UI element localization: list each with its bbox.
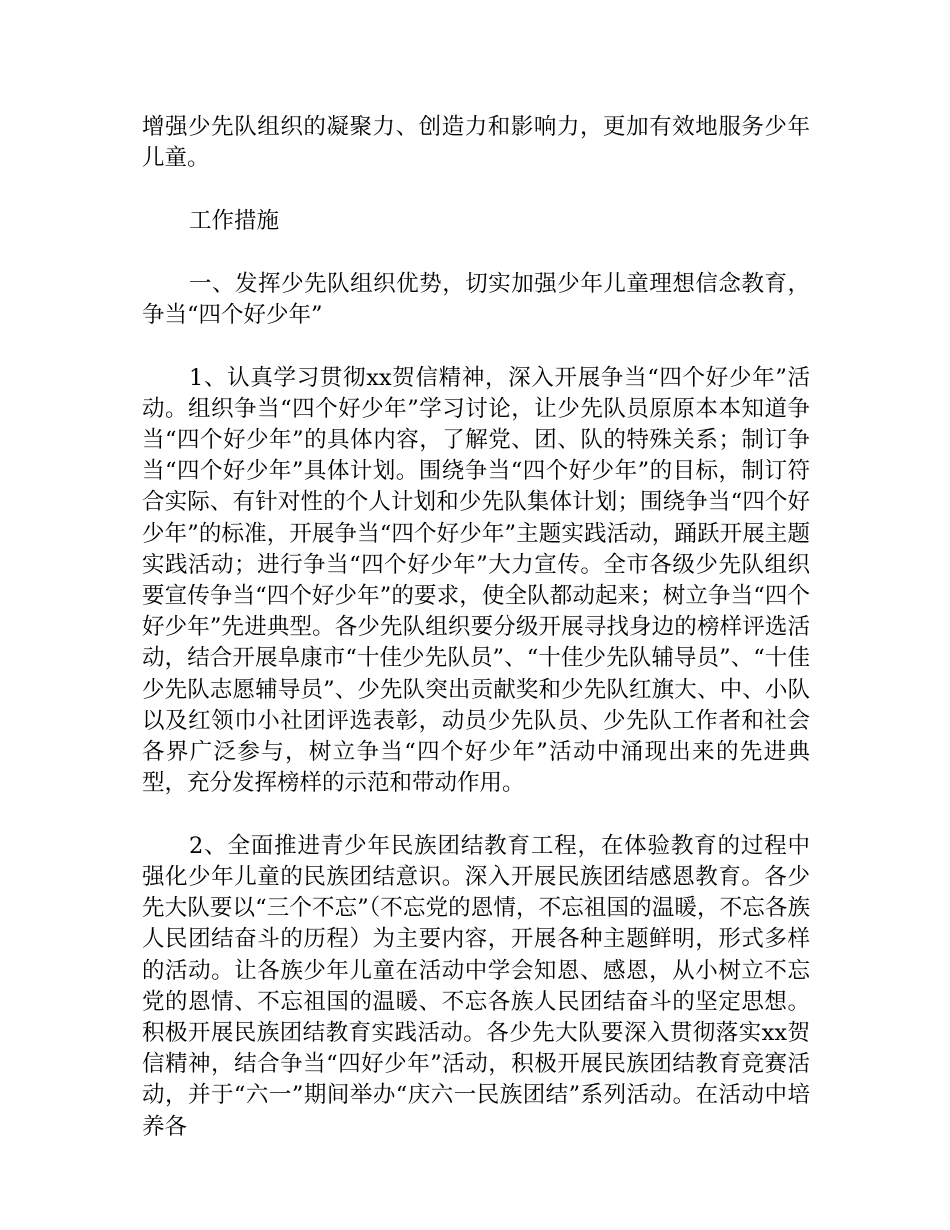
paragraph-item-2: 2、全面推进青少年民族团结教育工程，在体验教育的过程中强化少年儿童的民族团结意识。深入开展民族团结感恩教育。各少先大队要以“三个不忘”（不忘党的恩情，不忘祖国的温暖，不忘各族人民团结奋斗的历程）为主要内容，开展各种主题鲜明，形式多样的活动。让各族少年儿童在活动中学会知恩、感恩，从小树立不忘党的恩情、不忘祖国的温暖、不忘各族人民团结奋斗的坚定思想。积极开展民族团结教育实践活动。各少先大队要深入贯彻落实xx贺信精神，结合争当“四好少年”活动，积极开展民族团结教育竞赛活动，并于“六一”期间举办“庆六一民族团结”系列活动。在活动中培养各 (142, 832, 810, 1140)
section-heading-work-measures: 工作措施 (189, 207, 280, 234)
subsection-heading-one: 一、发挥少先队组织优势，切实加强少年儿童理想信念教育，争当“四个好少年” (142, 270, 810, 328)
paragraph-item-1: 1、认真学习贯彻xx贺信精神，深入开展争当“四个好少年”活动。组织争当“四个好少年”学习讨论，让少先队员原原本本知道争当“四个好少年”的具体内容，了解党、团、队的特殊关系；制订争当“四个好少年”具体计划。围绕争当“四个好少年”的目标，制订符合实际、有针对性的个人计划和少先队集体计划；围绕争当“四个好少年”的标准，开展争当“四个好少年”主题实践活动，踊跃开展主题实践活动；进行争当“四个好少年”大力宣传。全市各级少先队组织要宣传争当“四个好少年”的要求，使全队都动起来；树立争当“四个好少年”先进典型。各少先队组织要分级开展寻找身边的榜样评选活动，结合开展阜康市“十佳少先队员”、“十佳少先队辅导员”、“十佳少先队志愿辅导员”、少先队突出贡献奖和少先队红旗大、中、小队以及红领巾小社团评选表彰，动员少先队员、少先队工作者和社会各界广泛参与，树立争当“四个好少年”活动中涌现出来的先进典型，充分发挥榜样的示范和带动作用。 (142, 364, 810, 797)
document-page (142, 112, 810, 1143)
paragraph-continuation: 增强少先队组织的凝聚力、创造力和影响力，更加有效地服务少年儿童。 (142, 114, 810, 172)
